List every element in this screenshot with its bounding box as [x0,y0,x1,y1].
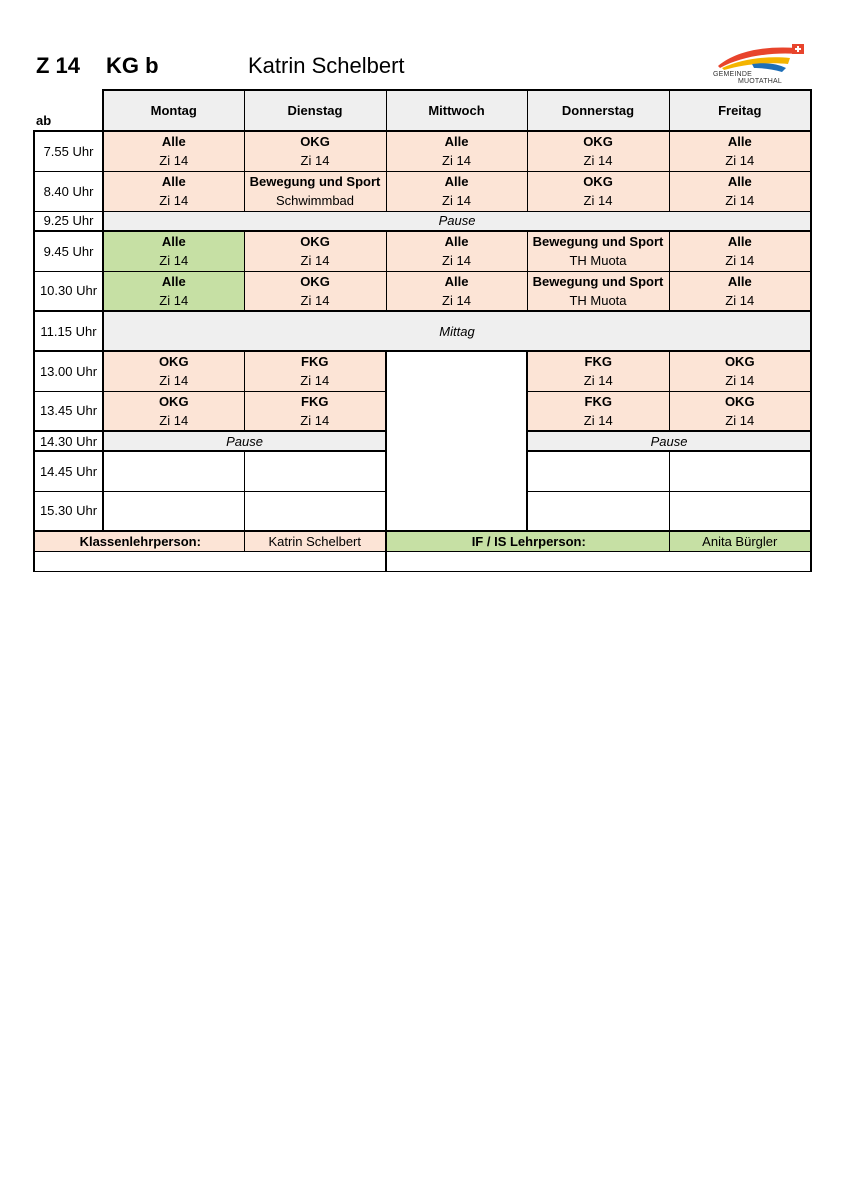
day-header: Montag [103,90,244,131]
lesson-cell [669,171,811,211]
room: Zi 14 [725,373,755,389]
lesson-cell [527,231,669,271]
room-number: Z 14 [36,53,81,78]
lesson-cell [527,131,669,171]
subject: Alle [727,234,752,250]
lunch-row [34,311,811,351]
pause-cell: Pause [103,431,386,451]
time-cell: 13.45 Uhr [34,391,103,431]
lesson-cell [244,171,386,211]
room: Zi 14 [159,292,189,308]
time-cell: 13.00 Uhr [34,351,103,391]
subject: OKG [724,354,755,370]
empty-cell [386,551,811,571]
room: Zi 14 [583,193,613,208]
logo-text-line2: MUOTATHAL [738,78,782,85]
time-cell: 14.45 Uhr [34,451,103,491]
subject: FKG [301,354,329,370]
lesson-cell [386,131,527,171]
subject: Alle [444,273,469,289]
footer-empty-row [34,551,811,571]
subject: Alle [444,174,469,189]
room: Zi 14 [300,292,330,308]
lesson-cell [669,271,811,311]
lesson-row [34,231,811,271]
logo-swoosh-icon [712,42,808,72]
lesson-cell [527,391,669,431]
room: Zi 14 [442,292,471,308]
if-teacher-label: IF / IS Lehrperson: [386,531,669,551]
time-cell: 9.45 Uhr [34,231,103,271]
subject: OKG [300,273,330,289]
empty-cell [244,451,386,491]
subject: Alle [444,134,469,150]
subject: Bewegung und Sport [532,273,664,289]
subject: OKG [583,174,613,189]
lesson-cell [669,391,811,431]
day-header: Mittwoch [386,90,527,131]
lesson-cell [244,391,386,431]
lesson-row [34,131,811,171]
subject: OKG [300,134,330,150]
empty-cell [103,451,244,491]
subject: OKG [158,354,189,370]
teacher-name: Katrin Schelbert [248,53,405,78]
municipality-logo [712,42,808,88]
lesson-cell [386,171,527,211]
lesson-cell [244,131,386,171]
room: Zi 14 [159,193,189,208]
subject: Alle [727,273,752,289]
room: Zi 14 [583,373,613,389]
lesson-row [34,171,811,211]
lesson-cell [669,351,811,391]
pause-cell: Pause [103,211,811,231]
subject: Alle [161,234,186,250]
empty-cell [244,491,386,531]
lesson-cell [527,351,669,391]
day-header: Dienstag [244,90,386,131]
room: Zi 14 [725,153,755,169]
room: Zi 14 [442,253,471,269]
subject: FKG [584,393,612,409]
room: TH Muota [569,292,627,308]
lesson-cell [103,131,244,171]
time-cell: 8.40 Uhr [34,171,103,211]
class-name: KG b [106,53,159,78]
lesson-cell [244,231,386,271]
ab-label: ab [36,113,52,128]
subject: Alle [161,174,186,189]
subject: Alle [444,234,469,250]
room: Zi 14 [442,153,471,169]
day-header: Donnerstag [527,90,669,131]
time-cell: 15.30 Uhr [34,491,103,531]
empty-block-wednesday [386,351,527,531]
room: Zi 14 [300,373,330,389]
room: Zi 14 [725,412,755,428]
room: Zi 14 [583,153,613,169]
room: Zi 14 [442,193,471,208]
lesson-cell [527,171,669,211]
lesson-cell [103,351,244,391]
lesson-row [34,351,811,391]
subject: OKG [300,234,330,250]
room: Zi 14 [583,412,613,428]
lesson-cell [103,171,244,211]
lesson-cell [669,131,811,171]
subject: Bewegung und Sport [532,234,664,250]
lesson-row [34,271,811,311]
timetable [33,89,812,572]
class-teacher-name: Katrin Schelbert [244,531,386,551]
subject: Alle [161,273,186,289]
if-teacher-name: Anita Bürgler [669,531,811,551]
lesson-cell [103,391,244,431]
room: Zi 14 [159,153,189,169]
day-header: Freitag [669,90,811,131]
subject: FKG [301,393,329,409]
time-cell: 11.15 Uhr [34,311,103,351]
footer-row [34,531,811,551]
subject: Alle [161,134,186,150]
room: Zi 14 [159,373,189,389]
time-cell: 7.55 Uhr [34,131,103,171]
subject: Alle [727,134,752,150]
room: Zi 14 [159,412,189,428]
lesson-cell [244,351,386,391]
lesson-cell [386,271,527,311]
room: TH Muota [569,253,627,269]
subject: FKG [584,354,612,370]
room: Zi 14 [725,193,755,208]
room: Zi 14 [300,253,330,269]
time-cell: 10.30 Uhr [34,271,103,311]
subject: OKG [583,134,613,150]
room: Zi 14 [159,253,189,269]
lesson-cell [103,271,244,311]
lesson-cell [386,231,527,271]
empty-cell [34,551,386,571]
subject: OKG [158,393,189,409]
class-teacher-label: Klassenlehrperson: [34,531,244,551]
room: Zi 14 [725,253,755,269]
pause-cell: Pause [527,431,811,451]
empty-cell [103,491,244,531]
logo-text-line1: GEMEINDE [713,71,752,78]
room: Schwimmbad [275,193,355,208]
subject: OKG [724,393,755,409]
time-cell: 9.25 Uhr [34,211,103,231]
subject: Bewegung und Sport [249,174,381,189]
lesson-cell [103,231,244,271]
empty-cell [669,491,811,531]
pause-row [34,211,811,231]
empty-cell [527,451,669,491]
empty-cell [669,451,811,491]
room: Zi 14 [300,412,330,428]
subject: Alle [727,174,752,189]
lesson-cell [527,271,669,311]
time-cell: 14.30 Uhr [34,431,103,451]
day-header-row [34,90,811,131]
empty-cell [527,491,669,531]
lesson-cell [669,231,811,271]
lunch-cell: Mittag [103,311,811,351]
room: Zi 14 [725,292,755,308]
lesson-cell [244,271,386,311]
room: Zi 14 [300,153,330,169]
